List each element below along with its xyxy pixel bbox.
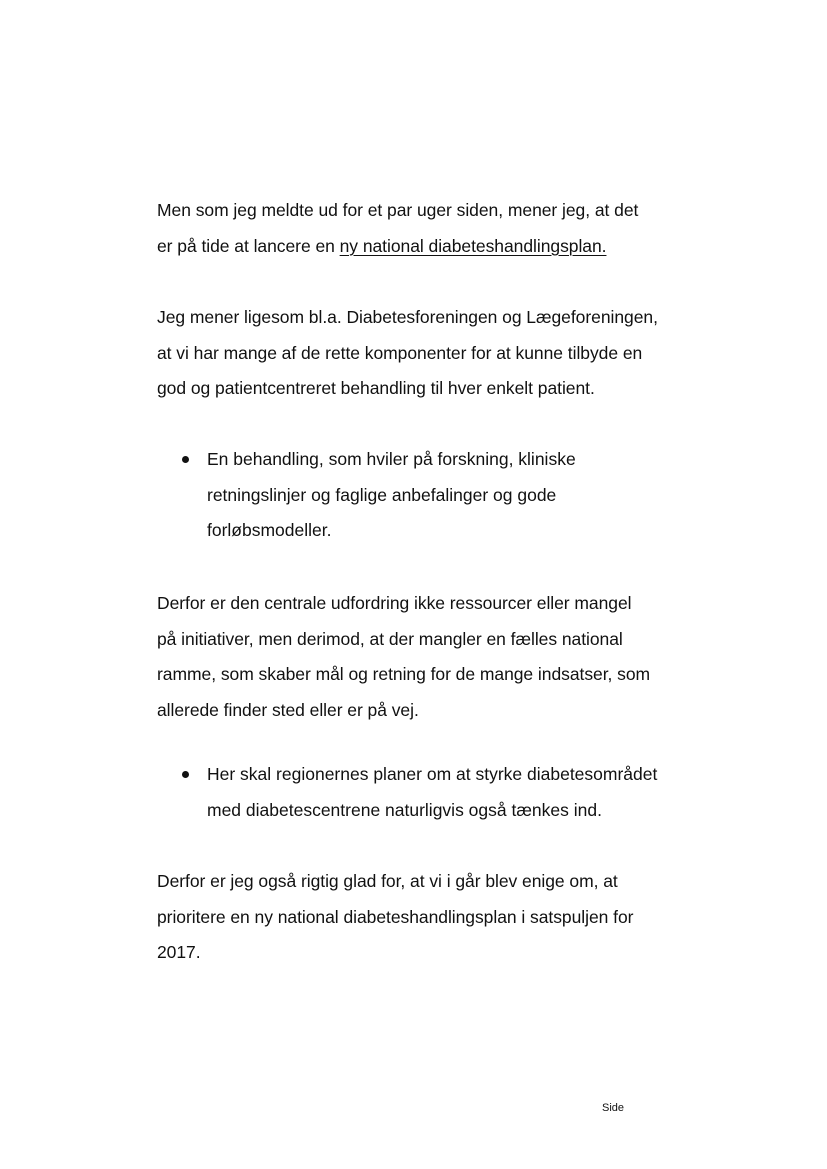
paragraph-3-line-2: på initiativer, men derimod, at der mangler en fælles national (157, 628, 623, 649)
paragraph-2-line-2: at vi har mange af de rette komponenter for at kunne tilbyde en (157, 342, 643, 363)
bullet-icon (182, 456, 189, 463)
bullet-item-2 (207, 757, 707, 828)
bullet-1-line-3: forløbsmodeller. (207, 520, 332, 540)
paragraph-3-line-1: Derfor er den centrale udfordring ikke ressourcer eller mangel (157, 593, 632, 613)
paragraph-4 (157, 864, 697, 971)
bullet-2-line-2: med diabetescentrene naturligvis også tænkes ind. (207, 799, 602, 820)
bullet-2-line-1: Her skal regionernes planer om at styrke diabetesområdet (207, 764, 658, 784)
bullet-1-line-2: retningslinjer og faglige anbefalinger og gode (207, 484, 557, 505)
paragraph-3 (157, 586, 697, 728)
paragraph-2-line-1: Jeg mener ligesom bl.a. Diabetesforeningen og Lægeforeningen, (157, 307, 658, 327)
paragraph-2-line-3: god og patientcentreret behandling til hver enkelt patient. (157, 378, 595, 398)
underlined-plan-link[interactable]: ny national diabeteshandlingsplan. (339, 235, 607, 256)
paragraph-4-line-1: Derfor er jeg også rigtig glad for, at vi i går blev enige om, at (157, 871, 618, 891)
bullet-item-1 (207, 442, 707, 549)
page-footer-label: Side (602, 1102, 625, 1114)
bullet-icon (182, 771, 189, 778)
paragraph-1-line-2-text: er på tide at lancere en (157, 235, 340, 256)
paragraph-3-line-4: allerede finder sted eller er på vej. (157, 699, 419, 720)
paragraph-1 (157, 193, 697, 264)
paragraph-1-line-1: Men som jeg meldte ud for et par uger siden, mener jeg, at det (157, 200, 639, 220)
paragraph-3-line-3: ramme, som skaber mål og retning for de mange indsatser, som (157, 664, 651, 684)
paragraph-1-line-2 (157, 229, 697, 265)
paragraph-4-line-3: 2017. (157, 942, 201, 962)
bullet-1-line-1: En behandling, som hviler på forskning, kliniske (207, 449, 576, 469)
paragraph-2 (157, 300, 697, 407)
paragraph-4-line-2: prioritere en ny national diabeteshandlingsplan i satspuljen for (157, 906, 634, 927)
